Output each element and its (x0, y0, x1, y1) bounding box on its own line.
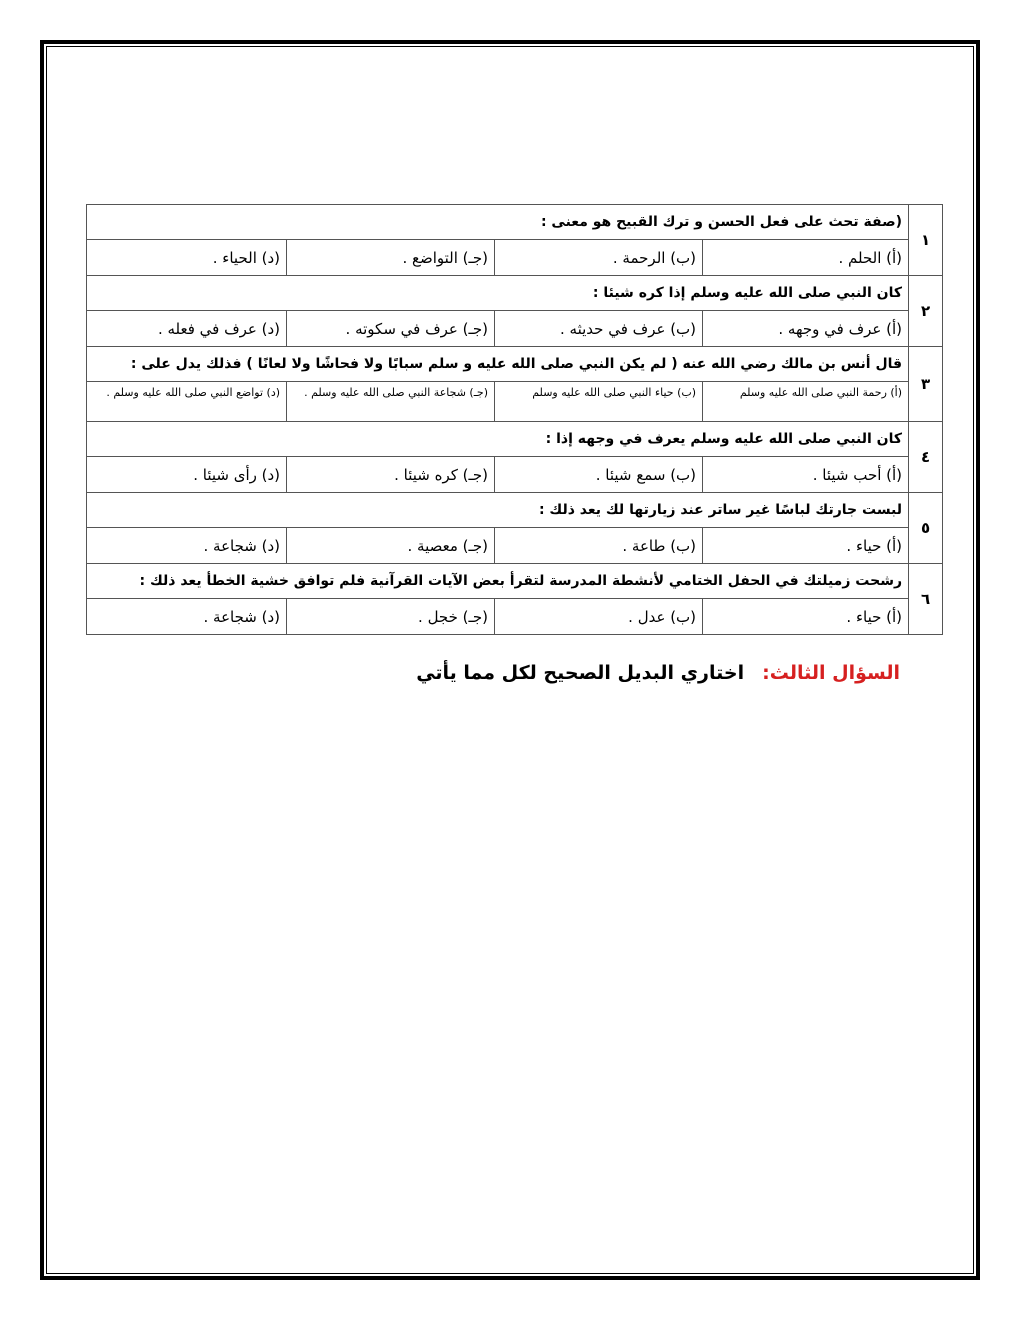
answer-option[interactable]: (ب) عدل . (495, 599, 703, 635)
question-stem: قال أنس بن مالك رضي الله عنه ( لم يكن النبي صلى الله عليه و سلم سبابًا ولا فحاشًا ولا لعانًا ) فذلك يدل على : (87, 347, 909, 382)
answer-option[interactable]: (جـ) معصية . (287, 528, 495, 564)
question-stem: رشحت زميلتك في الحفل الختامي لأنشطة المدرسة لتقرأ بعض الآيات القرآنية فلم توافق خشية الخطأ يعد ذلك : (87, 564, 909, 599)
question-row (87, 422, 943, 457)
answer-option[interactable]: (أ) حياء . (703, 528, 909, 564)
question-number: ٥ (909, 493, 943, 564)
question-row (87, 205, 943, 240)
options-row (87, 599, 943, 635)
answer-option[interactable]: (د) تواضع النبي صلى الله عليه وسلم . (87, 382, 287, 422)
question-row (87, 276, 943, 311)
question-number: ٣ (909, 347, 943, 422)
options-row (87, 528, 943, 564)
answer-option[interactable]: (جـ) التواضع . (287, 240, 495, 276)
section-heading (416, 662, 900, 684)
question-stem: لبست جارتك لباسًا غير ساتر عند زيارتها لك يعد ذلك : (87, 493, 909, 528)
questions-table (86, 204, 943, 635)
answer-option[interactable]: (د) الحياء . (87, 240, 287, 276)
question-number: ٢ (909, 276, 943, 347)
options-row (87, 240, 943, 276)
question-stem: كان النبي صلى الله عليه وسلم يعرف في وجهه إذا : (87, 422, 909, 457)
answer-option[interactable]: (د) شجاعة . (87, 599, 287, 635)
questions-body (87, 205, 943, 635)
answer-option[interactable]: (د) رأى شيئا . (87, 457, 287, 493)
question-stem: (صفة تحث على فعل الحسن و ترك القبيح هو معنى : (87, 205, 909, 240)
question-row (87, 493, 943, 528)
section-instruction: اختاري البديل الصحيح لكل مما يأتي (416, 662, 745, 684)
answer-option[interactable]: (أ) الحلم . (703, 240, 909, 276)
question-row (87, 347, 943, 382)
answer-option[interactable]: (ب) الرحمة . (495, 240, 703, 276)
answer-option[interactable]: (أ) حياء . (703, 599, 909, 635)
answer-option[interactable]: (أ) رحمة النبي صلى الله عليه وسلم (703, 382, 909, 422)
answer-option[interactable]: (د) عرف في فعله . (87, 311, 287, 347)
question-number: ٤ (909, 422, 943, 493)
answer-option[interactable]: (ب) طاعة . (495, 528, 703, 564)
options-row (87, 457, 943, 493)
answer-option[interactable]: (جـ) شجاعة النبي صلى الله عليه وسلم . (287, 382, 495, 422)
answer-option[interactable]: (جـ) خجل . (287, 599, 495, 635)
answer-option[interactable]: (د) شجاعة . (87, 528, 287, 564)
answer-option[interactable]: (أ) أحب شيئا . (703, 457, 909, 493)
answer-option[interactable]: (جـ) عرف في سكوته . (287, 311, 495, 347)
answer-option[interactable]: (أ) عرف في وجهه . (703, 311, 909, 347)
section-label: السؤال الثالث: (762, 662, 900, 684)
answer-option[interactable]: (ب) عرف في حديثه . (495, 311, 703, 347)
answer-option[interactable]: (ب) حياء النبي صلى الله عليه وسلم (495, 382, 703, 422)
question-number: ١ (909, 205, 943, 276)
question-row (87, 564, 943, 599)
options-row (87, 382, 943, 422)
question-number: ٦ (909, 564, 943, 635)
answer-option[interactable]: (جـ) كره شيئا . (287, 457, 495, 493)
answer-option[interactable]: (ب) سمع شيئا . (495, 457, 703, 493)
question-stem: كان النبي صلى الله عليه وسلم إذا كره شيئا : (87, 276, 909, 311)
options-row (87, 311, 943, 347)
